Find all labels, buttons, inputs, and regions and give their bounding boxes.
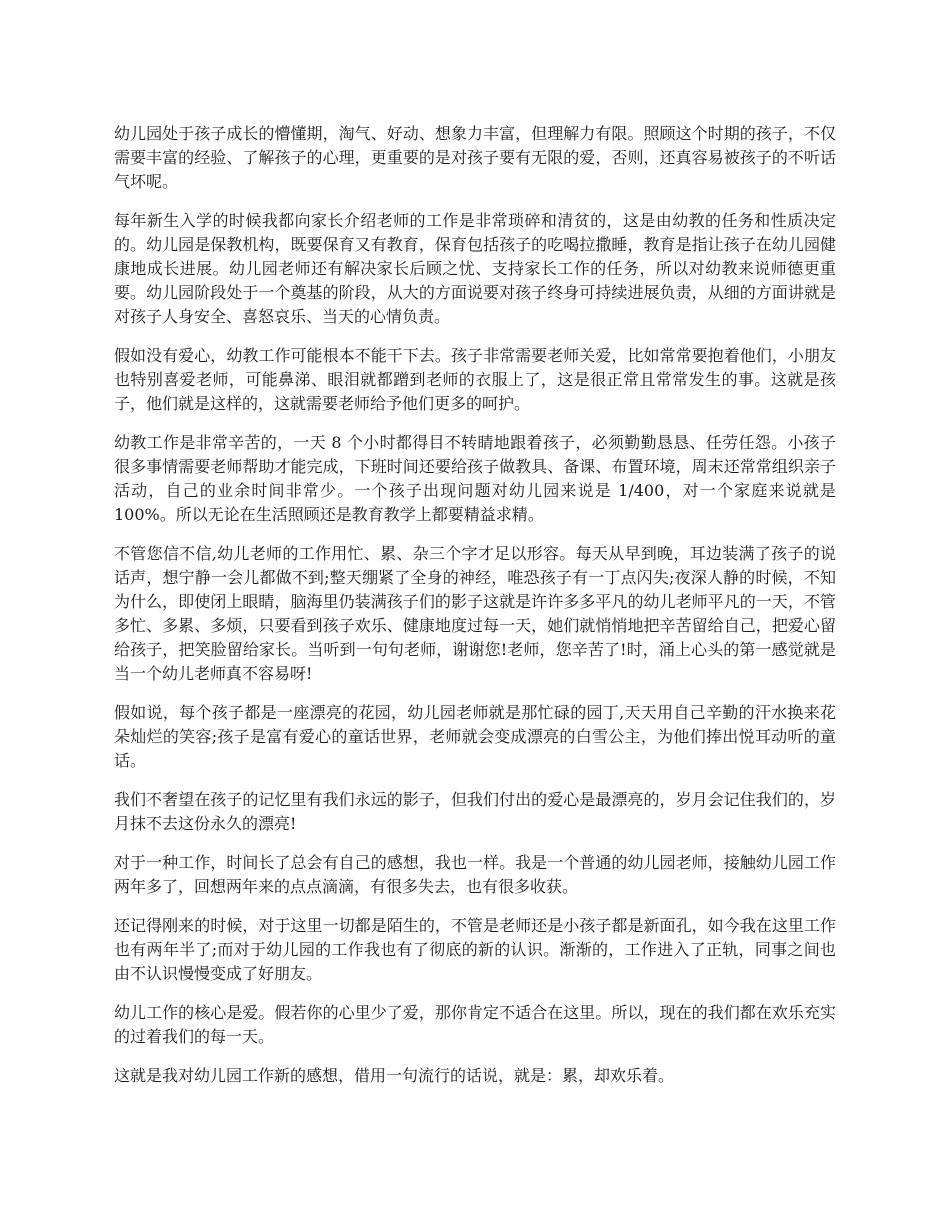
paragraph: 幼儿园处于孩子成长的懵懂期，淘气、好动、想象力丰富，但理解力有限。照顾这个时期的孩子，不仅需要丰富的经验、了解孩子的心理，更重要的是对孩子要有无限的爱，否则，还真容易被孩子的不听话气坏呢。: [114, 124, 836, 191]
paragraph: 每年新生入学的时候我都向家长介绍老师的工作是非常琐碎和清贫的，这是由幼教的任务和性质决定的。幼儿园是保教机构，既要保育又有教育，保育包括孩子的吃喝拉撒睡，教育是指让孩子在幼儿园健康地成长进展。幼儿园老师还有解决家长后顾之忧、支持家长工作的任务，所以对幼教来说师德更重要。幼儿园阶段处于一个奠基的阶段，从大的方面说要对孩子终身可持续进展负责，从细的方面讲就是对孩子人身安全、喜怒哀乐、当天的心情负责。: [114, 211, 836, 326]
paragraph: 不管您信不信,幼儿老师的工作用忙、累、杂三个字才足以形容。每天从早到晚，耳边装满了孩子的说话声，想宁静一会儿都做不到;整天绷紧了全身的神经，唯恐孩子有一丁点闪失;夜深人静的时候，不知为什么，即使闭上眼睛，脑海里仍装满孩子们的影子这就是许许多多平凡的幼儿老师平凡的一天，不管多忙、多累、多烦，只要看到孩子欢乐、健康地度过每一天，她们就悄悄地把辛苦留给自己，把爱心留给孩子，把笑脸留给家长。当听到一句句老师，谢谢您!老师，您辛苦了!时，涌上心头的第一感觉就是当一个幼儿老师真不容易呀!: [114, 544, 836, 683]
paragraph: 对于一种工作，时间长了总会有自己的感想，我也一样。我是一个普通的幼儿园老师，接触幼儿园工作两年多了，回想两年来的点点滴滴，有很多失去，也有很多收获。: [114, 853, 836, 896]
paragraph: 我们不奢望在孩子的记忆里有我们永远的影子，但我们付出的爱心是最漂亮的，岁月会记住我们的，岁月抹不去这份永久的漂亮!: [114, 790, 836, 833]
paragraph: 幼儿工作的核心是爱。假若你的心里少了爱，那你肯定不适合在这里。所以，现在的我们都在欢乐充实的过着我们的每一天。: [114, 1003, 836, 1046]
paragraph: 幼教工作是非常辛苦的，一天 8 个小时都得目不转睛地跟着孩子，必须勤勤恳恳、任劳任怨。小孩子很多事情需要老师帮助才能完成，下班时间还要给孩子做教具、备课、布置环境，周末还常常组织亲子活动，自己的业余时间非常少。一个孩子出现问题对幼儿园来说是 1/400，对一个家庭来说就是 100%。所以无论在生活照顾还是教育教学上都要精益求精。: [114, 433, 836, 524]
paragraph: 这就是我对幼儿园工作新的感想，借用一句流行的话说，就是：累，却欢乐着。: [114, 1066, 675, 1085]
paragraph: 假如说，每个孩子都是一座漂亮的花园，幼儿园老师就是那忙碌的园丁,天天用自己辛勤的汗水换来花朵灿烂的笑容;孩子是富有爱心的童话世界，老师就会变成漂亮的白雪公主，为他们捧出悦耳动听的童话。: [114, 703, 836, 770]
paragraph: 假如没有爱心，幼教工作可能根本不能干下去。孩子非常需要老师关爱，比如常常要抱着他们，小朋友也特别喜爱老师，可能鼻涕、眼泪就都蹭到老师的衣服上了，这是很正常且常常发生的事。这就是孩子，他们就是这样的，这就需要老师给予他们更多的呵护。: [114, 346, 836, 413]
document-body: [114, 122, 836, 1103]
paragraph: 还记得刚来的时候，对于这里一切都是陌生的，不管是老师还是小孩子都是新面孔，如今我在这里工作也有两年半了;而对于幼儿园的工作我也有了彻底的新的认识。渐渐的，工作进入了正轨，同事之间也由不认识慢慢变成了好朋友。: [114, 916, 836, 983]
